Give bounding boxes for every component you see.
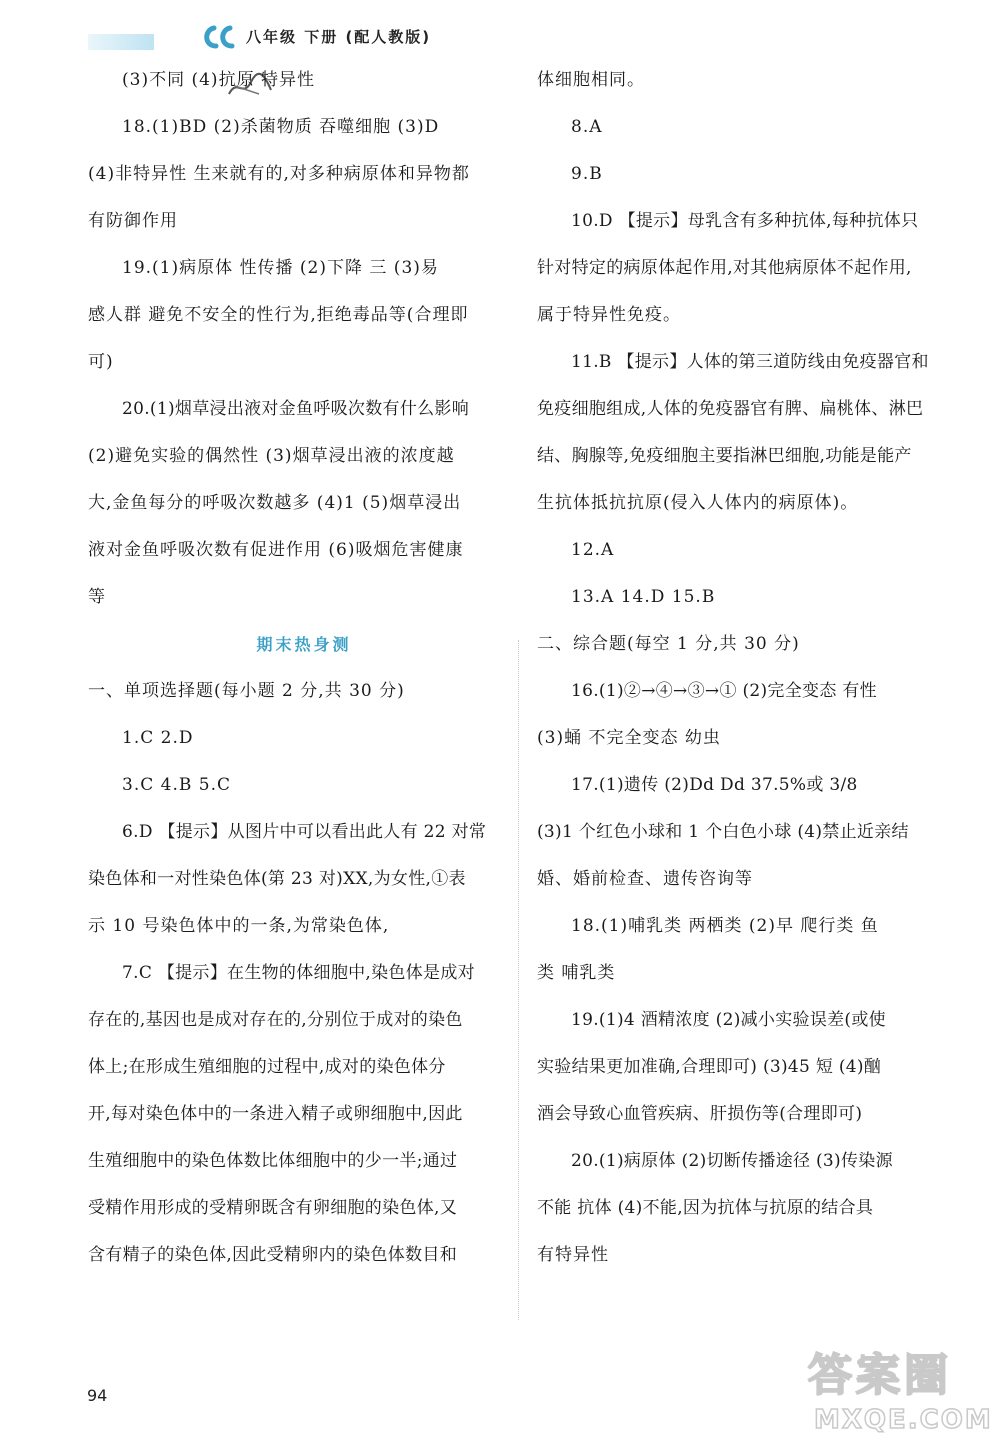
answer-line: 等	[88, 587, 106, 607]
answer-line: 9.B	[571, 164, 603, 184]
answer-line: 有特异性	[537, 1245, 609, 1265]
answer-line: 存在的,基因也是成对存在的,分别位于成对的染色	[88, 1010, 463, 1030]
header-logo-icon	[200, 24, 240, 52]
answer-line: (4)非特异性 生来就有的,对多种病原体和异物都	[88, 164, 470, 184]
answer-line: (3)蛹 不完全变态 幼虫	[537, 728, 721, 748]
answer-line: 18.(1)哺乳类 两栖类 (2)早 爬行类 鱼	[571, 916, 879, 936]
answer-line: (3)1 个红色小球和 1 个白色小球 (4)禁止近亲结	[537, 822, 909, 842]
header-title: 八年级 下册 (配人教版)	[246, 28, 432, 46]
answer-line: 生抗体抵抗抗原(侵入人体内的病原体)。	[537, 493, 859, 513]
watermark-url: MXQE.COM	[814, 1405, 993, 1435]
answer-line: 酒会导致心血管疾病、肝损伤等(合理即可)	[537, 1104, 863, 1124]
answer-line: 13.A 14.D 15.B	[571, 587, 716, 607]
answer-line: 免疫细胞组成,人体的免疫器官有脾、扁桃体、淋巴	[537, 399, 924, 419]
answer-line: 7.C 【提示】在生物的体细胞中,染色体是成对	[122, 963, 475, 983]
answer-line: 染色体和一对性染色体(第 23 对)XX,为女性,①表	[88, 869, 466, 889]
answer-line: 6.D 【提示】从图片中可以看出此人有 22 对常	[122, 822, 487, 842]
answer-line: (3)不同 (4)抗原 特异性	[122, 70, 315, 90]
watermark-logo	[800, 1338, 995, 1438]
section-heading: 二、综合题(每空 1 分,共 30 分)	[537, 634, 800, 654]
answer-line: 液对金鱼呼吸次数有促进作用 (6)吸烟危害健康	[88, 540, 464, 560]
answer-line: 可)	[88, 352, 114, 372]
right-column	[537, 57, 950, 1279]
answer-line: 20.(1)病原体 (2)切断传播途径 (3)传染源	[571, 1151, 893, 1171]
answer-line: 含有精子的染色体,因此受精卵内的染色体数目和	[88, 1245, 458, 1265]
section-title: 期末热身测	[256, 635, 352, 654]
answer-line: 婚、婚前检查、遗传咨询等	[537, 869, 753, 889]
answer-line: 18.(1)BD (2)杀菌物质 吞噬细胞 (3)D	[122, 117, 440, 137]
column-divider	[518, 640, 519, 1320]
answer-line: 示 10 号染色体中的一条,为常染色体,	[88, 916, 390, 936]
answer-line: 19.(1)病原体 性传播 (2)下降 三 (3)易	[122, 258, 439, 278]
answer-line: 体细胞相同。	[537, 70, 645, 90]
answer-line: 实验结果更加准确,合理即可) (3)45 短 (4)酗	[537, 1057, 882, 1077]
watermark-text: 答案圈	[808, 1350, 952, 1401]
left-column	[88, 57, 500, 1279]
answer-line: 感人群 避免不安全的性行为,拒绝毒品等(合理即	[88, 305, 469, 325]
answer-line: 10.D 【提示】母乳含有多种抗体,每种抗体只	[571, 211, 919, 231]
answer-line: 结、胸腺等,免疫细胞主要指淋巴细胞,功能是能产	[537, 446, 912, 466]
answer-line: 17.(1)遗传 (2)Dd Dd 37.5%或 3/8	[571, 775, 858, 795]
answer-line: 12.A	[571, 540, 615, 560]
page-number: 94	[87, 1386, 108, 1405]
answer-line: 有防御作用	[88, 211, 178, 231]
answer-line: 不能 抗体 (4)不能,因为抗体与抗原的结合具	[537, 1198, 874, 1218]
answer-line: 1.C 2.D	[122, 728, 194, 748]
answer-line: 大,金鱼每分的呼吸次数越多 (4)1 (5)烟草浸出	[88, 493, 462, 513]
answer-line: 16.(1)②→④→③→① (2)完全变态 有性	[571, 681, 877, 701]
answer-line: 19.(1)4 酒精浓度 (2)减小实验误差(或使	[571, 1010, 886, 1030]
header-color-band	[88, 34, 154, 50]
answer-line: 类 哺乳类	[537, 963, 616, 983]
section-heading: 一、单项选择题(每小题 2 分,共 30 分)	[88, 681, 405, 701]
answer-line: 开,每对染色体中的一条进入精子或卵细胞中,因此	[88, 1104, 463, 1124]
answer-line: 8.A	[571, 117, 603, 137]
answer-line: 20.(1)烟草浸出液对金鱼呼吸次数有什么影响	[122, 399, 470, 419]
answer-line: 11.B 【提示】人体的第三道防线由免疫器官和	[571, 352, 929, 372]
answer-line: 体上;在形成生殖细胞的过程中,成对的染色体分	[88, 1057, 446, 1077]
answer-line: 针对特定的病原体起作用,对其他病原体不起作用,	[537, 258, 912, 278]
answer-line: 3.C 4.B 5.C	[122, 775, 231, 795]
answer-line: 生殖细胞中的染色体数比体细胞中的少一半;通过	[88, 1151, 458, 1171]
answer-line: 属于特异性免疫。	[537, 305, 681, 325]
answer-line: 受精作用形成的受精卵既含有卵细胞的染色体,又	[88, 1198, 458, 1218]
answer-line: (2)避免实验的偶然性 (3)烟草浸出液的浓度越	[88, 446, 455, 466]
